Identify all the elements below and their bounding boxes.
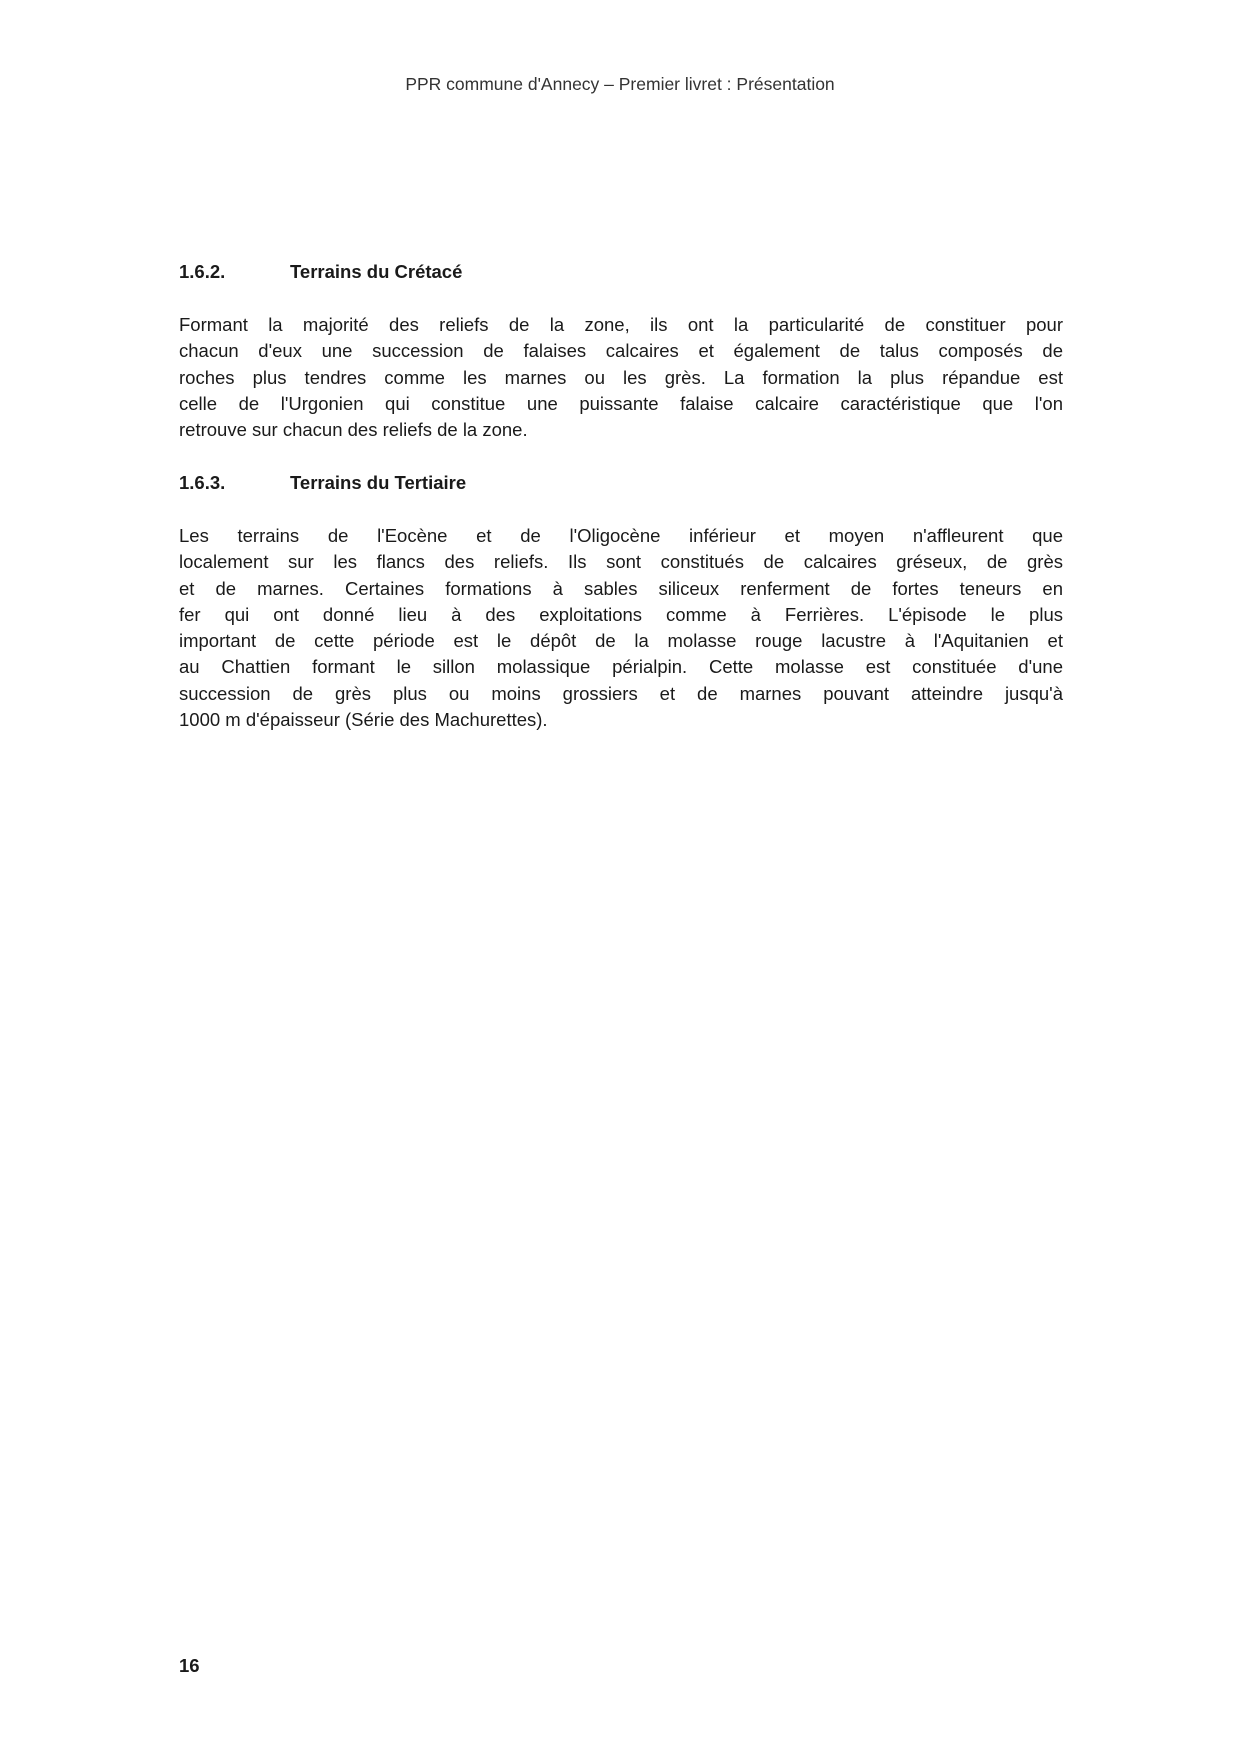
text-line: retrouve sur chacun des reliefs de la zone. bbox=[179, 419, 528, 441]
text-line: celle de l'Urgonien qui constitue une puissante falaise calcaire caractéristique que l'on bbox=[179, 392, 1063, 414]
text-line: roches plus tendres comme les marnes ou les grès. La formation la plus répandue est bbox=[179, 366, 1063, 388]
running-header: PPR commune d'Annecy – Premier livret : Présentation bbox=[405, 74, 835, 94]
section-heading-1-6-2 bbox=[179, 261, 462, 283]
page-number: 16 bbox=[179, 1655, 200, 1676]
paragraph-tertiaire bbox=[179, 523, 1063, 733]
paragraph-cretace bbox=[179, 312, 1063, 443]
text-line: et de marnes. Certaines formations à sables siliceux renferment de fortes teneurs en bbox=[179, 577, 1063, 599]
section-title: Terrains du Crétacé bbox=[290, 261, 463, 282]
text-line: au Chattien formant le sillon molassique périalpin. Cette molasse est constituée d'une bbox=[179, 656, 1063, 678]
text-line: localement sur les flancs des reliefs. Ils sont constitués de calcaires gréseux, de grès bbox=[179, 551, 1063, 573]
section-title: Terrains du Tertiaire bbox=[290, 472, 467, 493]
text-line: 1000 m d'épaisseur (Série des Machurettes). bbox=[179, 709, 548, 731]
text-line: Les terrains de l'Eocène et de l'Oligocène inférieur et moyen n'affleurent que bbox=[179, 525, 1063, 546]
text-line: chacun d'eux une succession de falaises calcaires et également de talus composés de bbox=[179, 340, 1063, 362]
text-line: important de cette période est le dépôt de la molasse rouge lacustre à l'Aquitanien et bbox=[179, 630, 1063, 652]
text-line: fer qui ont donné lieu à des exploitations comme à Ferrières. L'épisode le plus bbox=[179, 603, 1063, 625]
section-heading-1-6-3 bbox=[179, 472, 466, 494]
section-number: 1.6.3. bbox=[179, 472, 226, 493]
section-number: 1.6.2. bbox=[179, 261, 226, 282]
text-line: succession de grès plus ou moins grossiers et de marnes pouvant atteindre jusqu'à bbox=[179, 682, 1063, 704]
text-line: Formant la majorité des reliefs de la zone, ils ont la particularité de constituer pour bbox=[179, 314, 1063, 335]
